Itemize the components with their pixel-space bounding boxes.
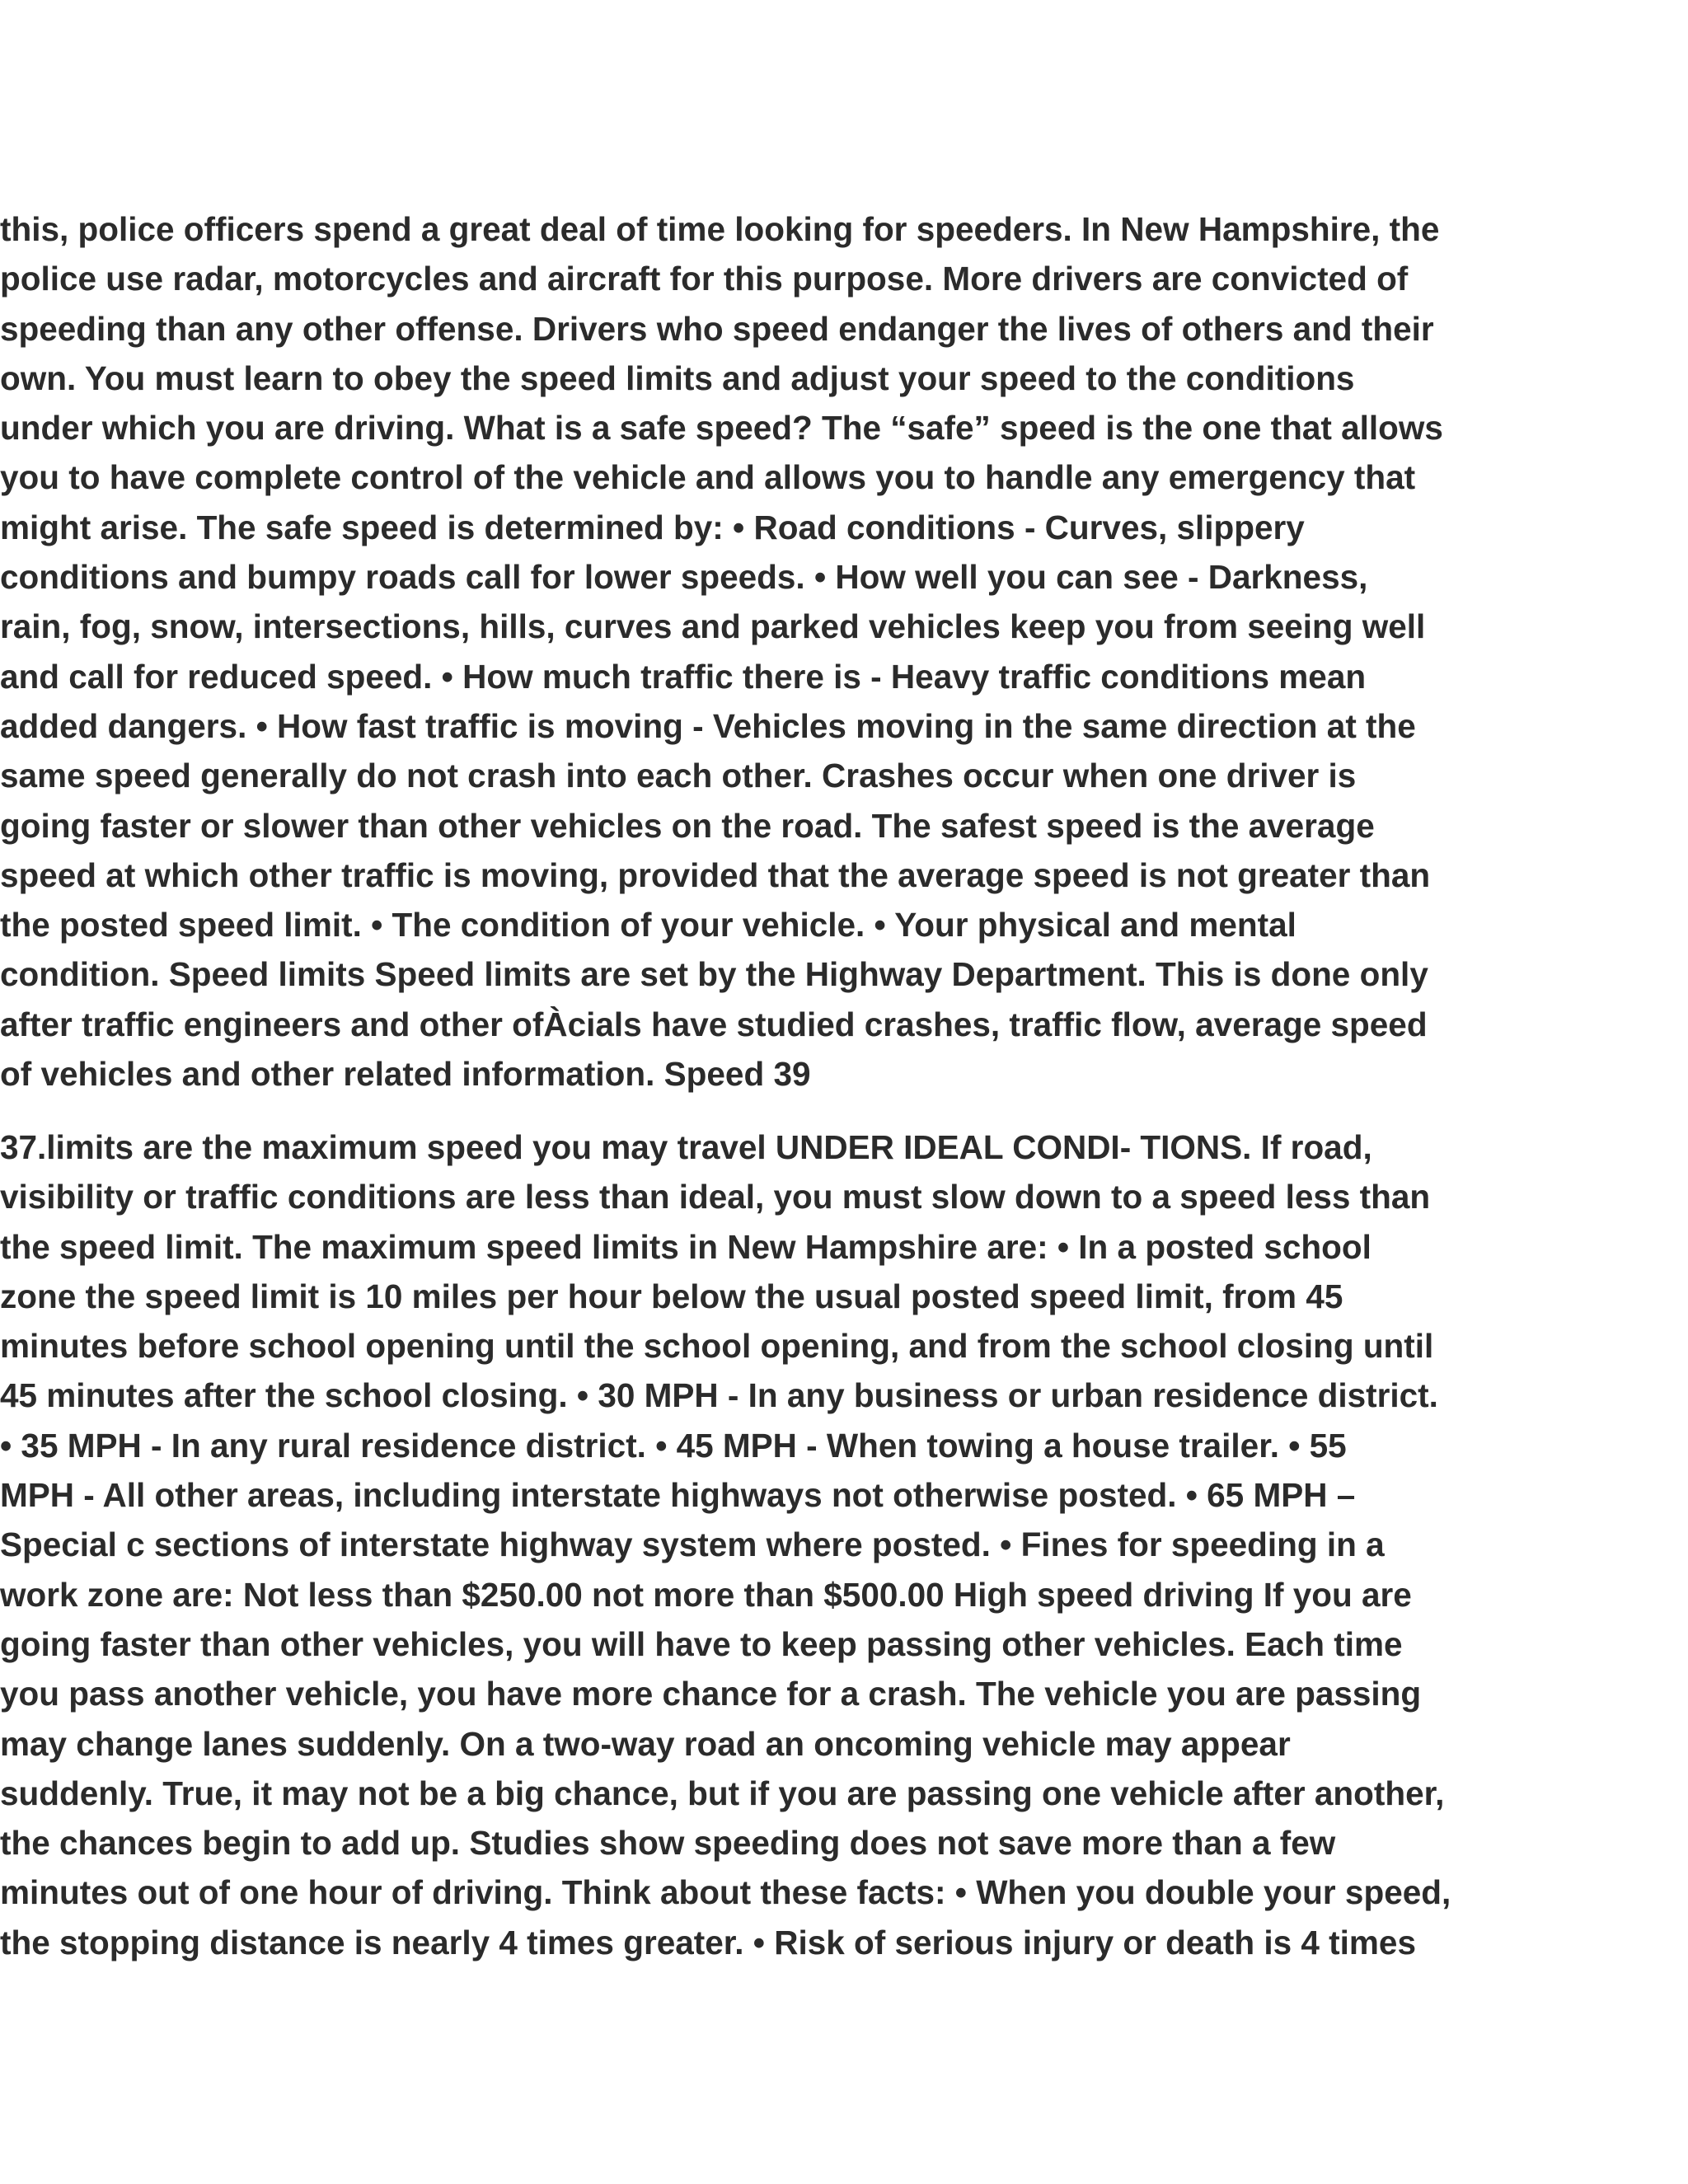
- text-line: minutes before school opening until the school opening, and from the school closing until: [0, 1327, 1434, 1366]
- text-line: own. You must learn to obey the speed limits and adjust your speed to the conditions: [0, 359, 1355, 397]
- text-line: under which you are driving. What is a safe speed? The “safe” speed is the one that allows: [0, 409, 1443, 448]
- text-line: visibility or traffic conditions are less than ideal, you must slow down to a speed less than: [0, 1178, 1431, 1216]
- text-line: and call for reduced speed. • How much traffic there is - Heavy traffic conditions mean: [0, 657, 1367, 696]
- text-line: Special c sections of interstate highway system where posted. • Fines for speeding in a: [0, 1526, 1385, 1564]
- text-line: speeding than any other offense. Drivers who speed endanger the lives of others and their: [0, 309, 1434, 348]
- text-line: police use radar, motorcycles and aircraft for this purpose. More drivers are convicted of: [0, 260, 1409, 298]
- text-line: the speed limit. The maximum speed limits in New Hampshire are: • In a posted school: [0, 1227, 1372, 1266]
- text-line: rain, fog, snow, intersections, hills, curves and parked vehicles keep you from seeing well: [0, 607, 1426, 646]
- text-line: after traffic engineers and other ofÀcials have studied crashes, traffic flow, average speed: [0, 1005, 1428, 1043]
- text-line: going faster than other vehicles, you will have to keep passing other vehicles. Each time: [0, 1624, 1403, 1663]
- text-line: may change lanes suddenly. On a two-way road an oncoming vehicle may appear: [0, 1724, 1291, 1763]
- paragraph-speeding: [0, 204, 1451, 1099]
- text-line: • 35 MPH - In any rural residence district. • 45 MPH - When towing a house trailer. • 55: [0, 1426, 1347, 1465]
- text-line: condition. Speed limits Speed limits are set by the Highway Department. This is done only: [0, 955, 1428, 994]
- text-line: this, police officers spend a great deal of time looking for speeders. In New Hampshire, the: [0, 210, 1440, 248]
- paragraph-speed-limits: [0, 1122, 1451, 1967]
- text-line: the stopping distance is nearly 4 times greater. • Risk of serious injury or death is 4 times: [0, 1923, 1416, 1961]
- text-line: MPH - All other areas, including interstate highways not otherwise posted. • 65 MPH –: [0, 1476, 1356, 1515]
- text-line: of vehicles and other related information. Speed 39: [0, 1055, 811, 1094]
- text-line: you to have complete control of the vehicle and allows you to handle any emergency that: [0, 458, 1416, 497]
- text-line: minutes out of one hour of driving. Think about these facts: • When you double your speed,: [0, 1873, 1451, 1912]
- text-line: zone the speed limit is 10 miles per hour below the usual posted speed limit, from 45: [0, 1277, 1343, 1315]
- text-line: the posted speed limit. • The condition of your vehicle. • Your physical and mental: [0, 906, 1296, 944]
- text-line: 37.limits are the maximum speed you may travel UNDER IDEAL CONDI- TIONS. If road,: [0, 1128, 1372, 1166]
- text-line: might arise. The safe speed is determined by: • Road conditions - Curves, slippery: [0, 508, 1305, 546]
- text-line: work zone are: Not less than $250.00 not more than $500.00 High speed driving If you are: [0, 1575, 1412, 1614]
- text-line: you pass another vehicle, you have more chance for a crash. The vehicle you are passing: [0, 1675, 1422, 1713]
- text-line: going faster or slower than other vehicles on the road. The safest speed is the average: [0, 806, 1375, 845]
- text-line: 45 minutes after the school closing. • 30 MPH - In any business or urban residence district.: [0, 1376, 1438, 1415]
- text-line: suddenly. True, it may not be a big chance, but if you are passing one vehicle after another,: [0, 1774, 1445, 1812]
- text-line: speed at which other traffic is moving, provided that the average speed is not greater than: [0, 855, 1431, 894]
- text-line: added dangers. • How fast traffic is moving - Vehicles moving in the same direction at the: [0, 706, 1416, 745]
- text-line: conditions and bumpy roads call for lower speeds. • How well you can see - Darkness,: [0, 558, 1368, 597]
- text-line: same speed generally do not crash into each other. Crashes occur when one driver is: [0, 757, 1357, 795]
- text-line: the chances begin to add up. Studies show speeding does not save more than a few: [0, 1824, 1336, 1863]
